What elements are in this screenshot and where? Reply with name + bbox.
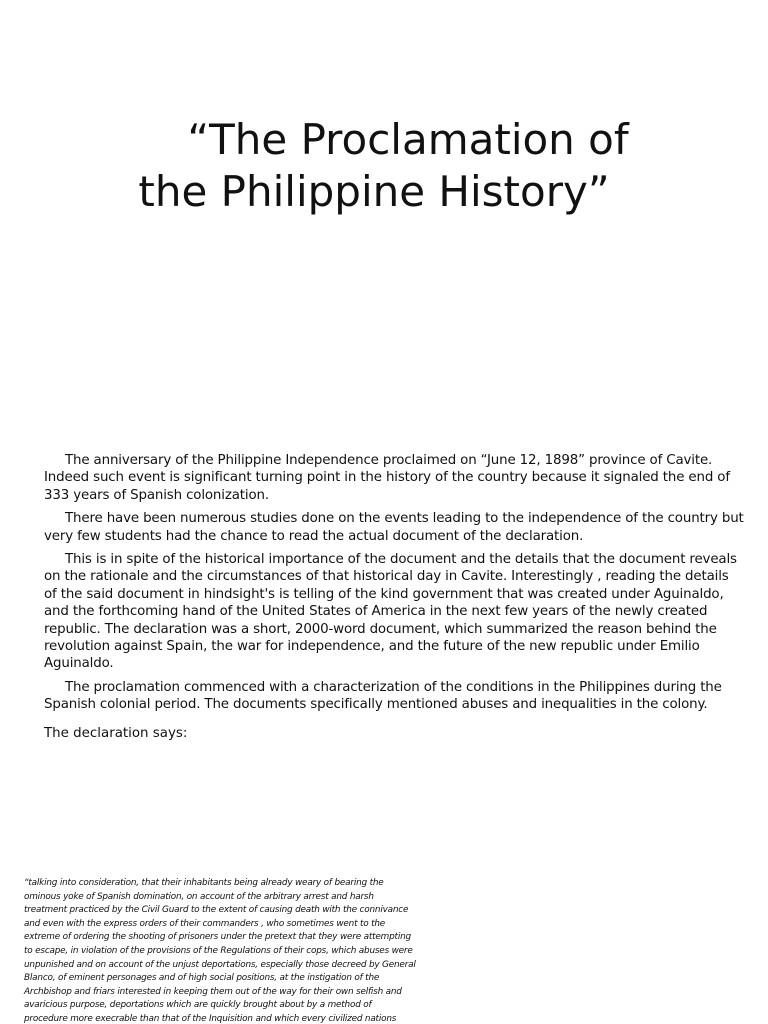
quote-line: ominous yoke of Spanish domination, on account of the arbitrary arrest and harsh: [24, 891, 374, 902]
declaration-says-label: The declaration says:: [44, 726, 188, 741]
quote-line: to escape, in violation of the provisions of the Regulations of their cops, which abuses were: [24, 945, 413, 956]
quote-line: Archbishop and friars interested in keeping them out of the way for their own selfish and: [24, 986, 402, 997]
title-line-2: the Philippine History”: [138, 167, 610, 216]
paragraph-2: There have been numerous studies done on the events leading to the independence of the country but very few students had the chance to read the actual document of the declaration.: [44, 511, 744, 544]
quote-line: “talking into consideration, that their inhabitants being already weary of bearing the: [24, 878, 384, 888]
paragraph-3: This is in spite of the historical importance of the document and the details that the document reveals on the rationale and the circumstances of that historical day in Cavite. Interestingly , reading the details of the said document in hindsight's is telling of the kind government that was created under Aguinaldo, and the forthcoming hand of the United States of America in the next few years of the newly created republic. The declaration was a short, 2000-word document, which summarized the reason behind the revolution against Spain, the war for independence, and the future of the new republic under Emilio Aguinaldo.: [44, 552, 737, 672]
body-text: [44, 452, 744, 720]
quote-line: unpunished and on account of the unjust deportations, especially those decreed by General: [24, 959, 416, 970]
quote-line: treatment practiced by the Civil Guard to the extent of causing death with the connivance: [24, 905, 409, 916]
paragraph-1: The anniversary of the Philippine Independence proclaimed on “June 12, 1898” province of Cavite. Indeed such event is significant turning point in the history of the country because it signaled the end of 333 years of Spanish colonization.: [44, 453, 730, 503]
page-title: [60, 114, 708, 218]
title-line-1: “The Proclamation of: [187, 115, 629, 164]
quote-line: Blanco, of eminent personages and of high social positions, at the instigation of the: [24, 973, 380, 984]
quote-line: procedure more execrable than that of the Inquisition and which every civilized nations: [24, 1013, 397, 1024]
quote-line: extreme of ordering the shooting of prisoners under the pretext that they were attempting: [24, 932, 411, 943]
paragraph-4: The proclamation commenced with a characterization of the conditions in the Philippines during the Spanish colonial period. The documents specifically mentioned abuses and inequalities in the colony.: [44, 679, 722, 713]
quote-line: avaricious purpose, deportations which are quickly brought about by a method of: [24, 1000, 372, 1011]
quote-line: and even with the express orders of their commanders , who sometimes went to the: [24, 918, 386, 929]
declaration-quote: [24, 877, 444, 1024]
